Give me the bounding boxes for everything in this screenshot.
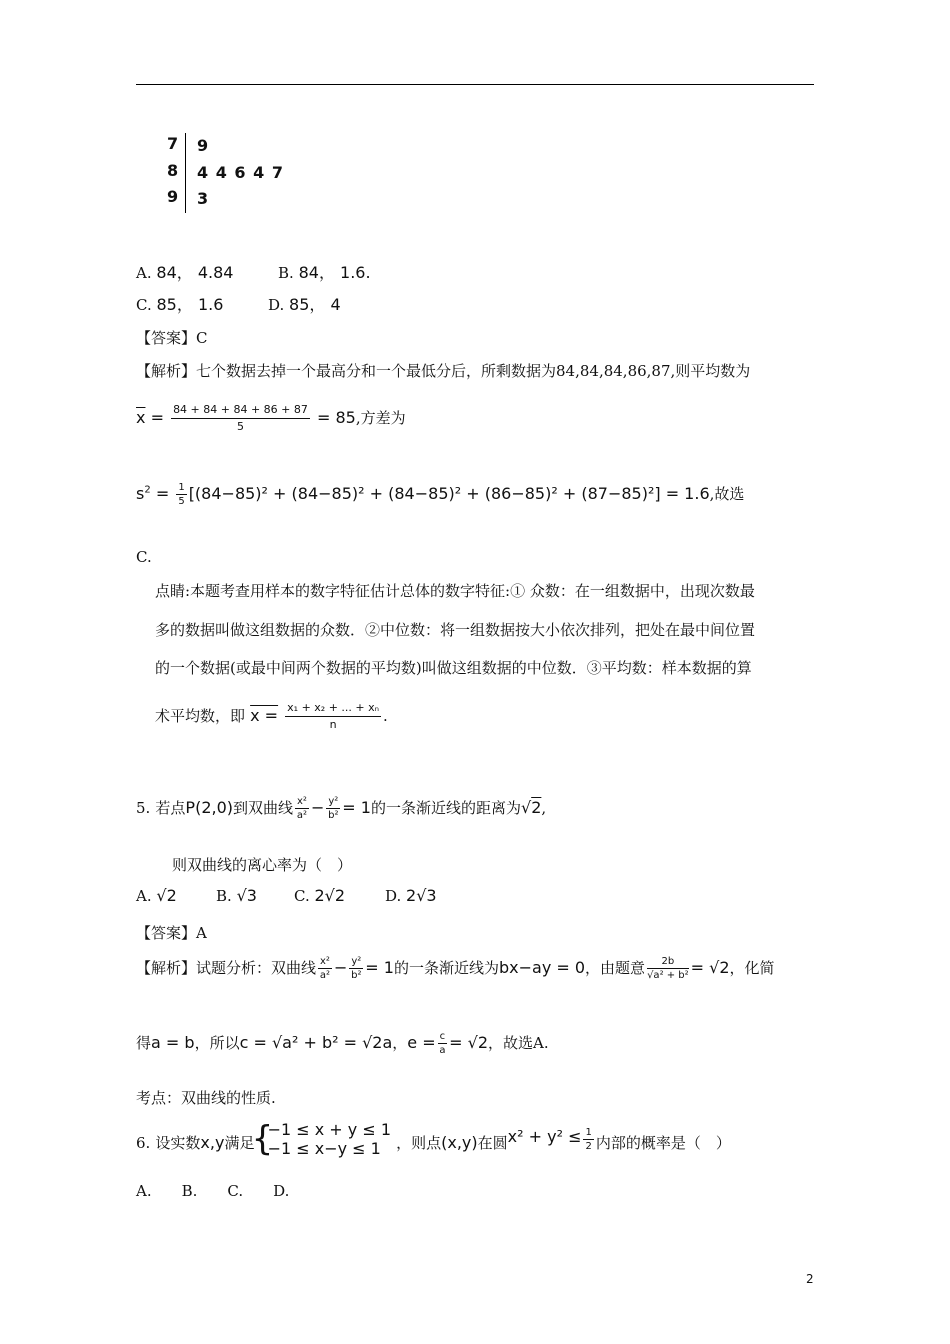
stem-8: 8	[167, 161, 179, 180]
q4-option-b: B. 84， 1.6.	[278, 263, 371, 282]
q4-mean-formula: $\overline{x}$ = $\frac{84 + 84 + 84 + 86 + 87}{5}$ = 85,方差为	[136, 403, 406, 433]
stem-7: 7	[167, 134, 179, 153]
leaf-row-8: 4 4 6 4 7	[197, 163, 283, 182]
q4-variance-formula: $s^2$ = $\frac{1}{5}$ [(84−85)² + (84−85)² + (84−85)² + (86−85)² + (87−85)²] = 1.6,故选	[136, 482, 745, 507]
q4-analysis-line1: 【解析】七个数据去掉一个最高分和一个最低分后，所剩数据为84,84,84,86,87,则平均数为	[136, 362, 751, 380]
q4-option-c: C. 85， 1.6	[136, 295, 224, 314]
q4-variance-c: C.	[136, 548, 152, 566]
q5-option-a: A. √2	[136, 886, 177, 905]
q5-answer: 【答案】A	[136, 924, 207, 942]
q4-note-line2: 多的数据叫做这组数据的众数．②中位数：将一组数据按大小依次排列，把处在最中间位置	[155, 621, 756, 639]
q5-stem-line1: 5. 若点P(2,0)到双曲线 $\frac{\text{x²}}{\text{a²}}$ − $\frac{\text{y²}}{\text{b²}}$ = 1的一条渐近线的距离为√2,	[136, 796, 547, 821]
stem-9: 9	[167, 187, 179, 206]
q4-option-a: A. 84， 4.84	[136, 263, 234, 282]
q5-point-note: 考点：双曲线的性质.	[136, 1089, 276, 1107]
q5-analysis-line1: 【解析】试题分析：双曲线 $\frac{\text{x²}}{\text{a²}}$ − $\frac{\text{y²}}{\text{b²}}$ = 1的一条渐近线为bx−ay = 0，由题意 $\frac{2b}{\text{√a² + b²}}$ = √2，化简	[136, 956, 775, 981]
header-rule	[136, 84, 814, 85]
q4-answer: 【答案】C	[136, 329, 208, 347]
stem-divider	[185, 133, 186, 213]
q5-option-d: D. 2√3	[385, 886, 437, 905]
q5-option-b: B. √3	[216, 886, 257, 905]
leaf-row-7: 9	[197, 136, 209, 155]
q5-stem-line2: 则双曲线的离心率为（ ）	[172, 856, 353, 874]
q6-stem: 6. 设实数x,y满足 { −1 ≤ x + y ≤ 1 −1 ≤ x−y ≤ 1 ，则点(x,y)在圆x² + y² ≤ $\frac{1}{2}$ 内部的概率是（ ）	[136, 1119, 731, 1159]
leaf-row-9: 3	[197, 189, 209, 208]
q4-note-line1: 点睛:本题考查用样本的数字特征估计总体的数字特征:① 众数：在一组数据中，出现次数最	[155, 582, 755, 600]
q5-option-c: C. 2√2	[294, 886, 346, 905]
q4-option-d: D. 85， 4	[268, 295, 341, 314]
q5-analysis-line2: 得a = b，所以c = √a² + b² = √2a，e = $\frac{c}{a}$ = √2，故选A.	[136, 1031, 549, 1056]
q4-note-line4: 术平均数，即 x = $\frac{\text{x₁ + x₂ + ... + xₙ}}{n}$ .	[155, 701, 388, 731]
page-number: 2	[806, 1272, 814, 1286]
q4-note-line3: 的一个数据(或最中间两个数据的平均数)叫做这组数据的中位数．③平均数：样本数据的算	[155, 659, 752, 677]
q6-options: A. B. C. D.	[136, 1182, 290, 1200]
